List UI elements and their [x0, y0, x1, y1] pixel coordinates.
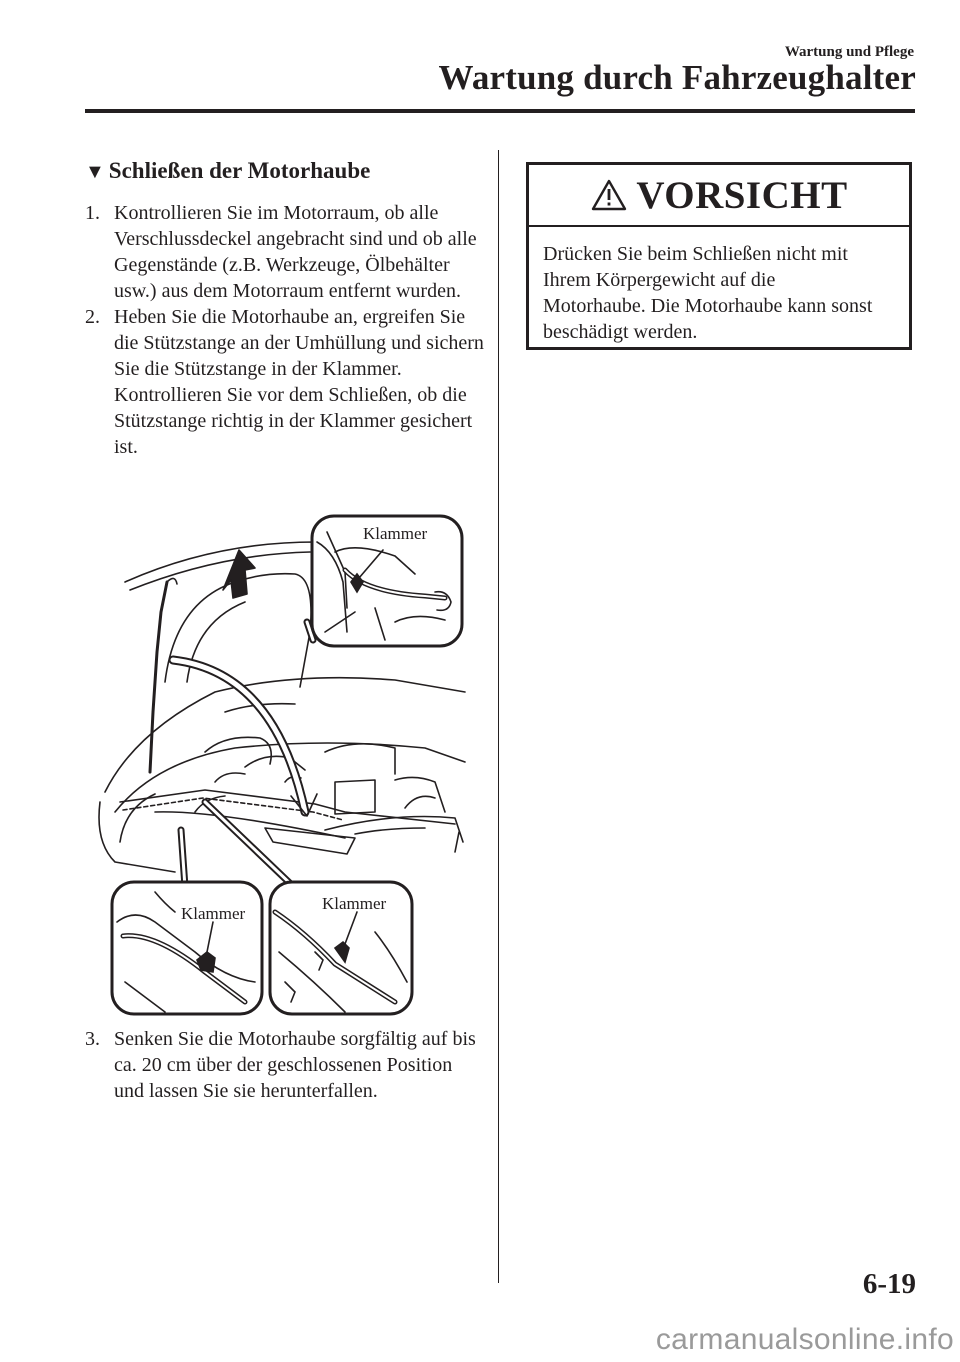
step-item: [85, 1026, 485, 1104]
left-column: [85, 158, 485, 460]
column-divider: [498, 150, 499, 1283]
caution-box: [526, 162, 912, 350]
callout-label-top: Klammer: [363, 524, 428, 543]
step-item: [85, 304, 485, 460]
subsection-title: Schließen der Motorhaube: [108, 158, 371, 183]
step-number: 3.: [85, 1028, 100, 1050]
inset-bottom-right: [270, 882, 412, 1014]
inset-bottom-left: [112, 882, 262, 1014]
steps-list-continued: [85, 1026, 485, 1104]
subsection-heading: [85, 158, 485, 184]
header-rule: [85, 109, 915, 113]
step-number: 2.: [85, 306, 100, 328]
step-item: [85, 200, 485, 304]
hood-illustration: [95, 512, 475, 1022]
step-text: Heben Sie die Motorhaube an, ergreifen Sie die Stützstange an der Umhüllung und sichern Sie die Stützstange in der Klammer. Kontrollieren Sie vor dem Schließen, ob die Stützstange richtig in der Klammer gesichert ist.: [114, 306, 484, 458]
caution-title: VORSICHT: [636, 173, 848, 217]
caution-text: Drücken Sie beim Schließen nicht mit Ihrem Körpergewicht auf die Motorhaube. Die Motorhaube kann sonst beschädigt werden.: [543, 243, 873, 343]
step-number: 1.: [85, 202, 100, 224]
warning-triangle-icon: [590, 178, 628, 212]
caution-header: [529, 165, 909, 227]
callout-label-bottom-right: Klammer: [322, 894, 387, 913]
watermark: carmanualsonline.info: [655, 1323, 954, 1356]
step-text: Senken Sie die Motorhaube sorgfältig auf bis ca. 20 cm über der geschlossenen Position und lassen Sie sie herunterfallen.: [114, 1028, 476, 1102]
callout-label-bottom-left: Klammer: [181, 904, 246, 923]
step-text: Kontrollieren Sie im Motorraum, ob alle Verschlussdeckel angebracht sind und ob alle Gegenstände (z.B. Werkzeuge, Ölbehälter usw.) aus dem Motorraum entfernt wurden.: [114, 202, 477, 302]
triangle-marker-icon: ▼: [85, 161, 105, 183]
page-title: Wartung durch Fahrzeughalter: [438, 58, 916, 97]
steps-list: [85, 200, 485, 460]
chapter-title: Wartung und Pflege: [784, 44, 914, 60]
inset-top-right: [312, 516, 462, 646]
page-number: 6-19: [862, 1268, 916, 1300]
step-3-block: [85, 1026, 485, 1104]
